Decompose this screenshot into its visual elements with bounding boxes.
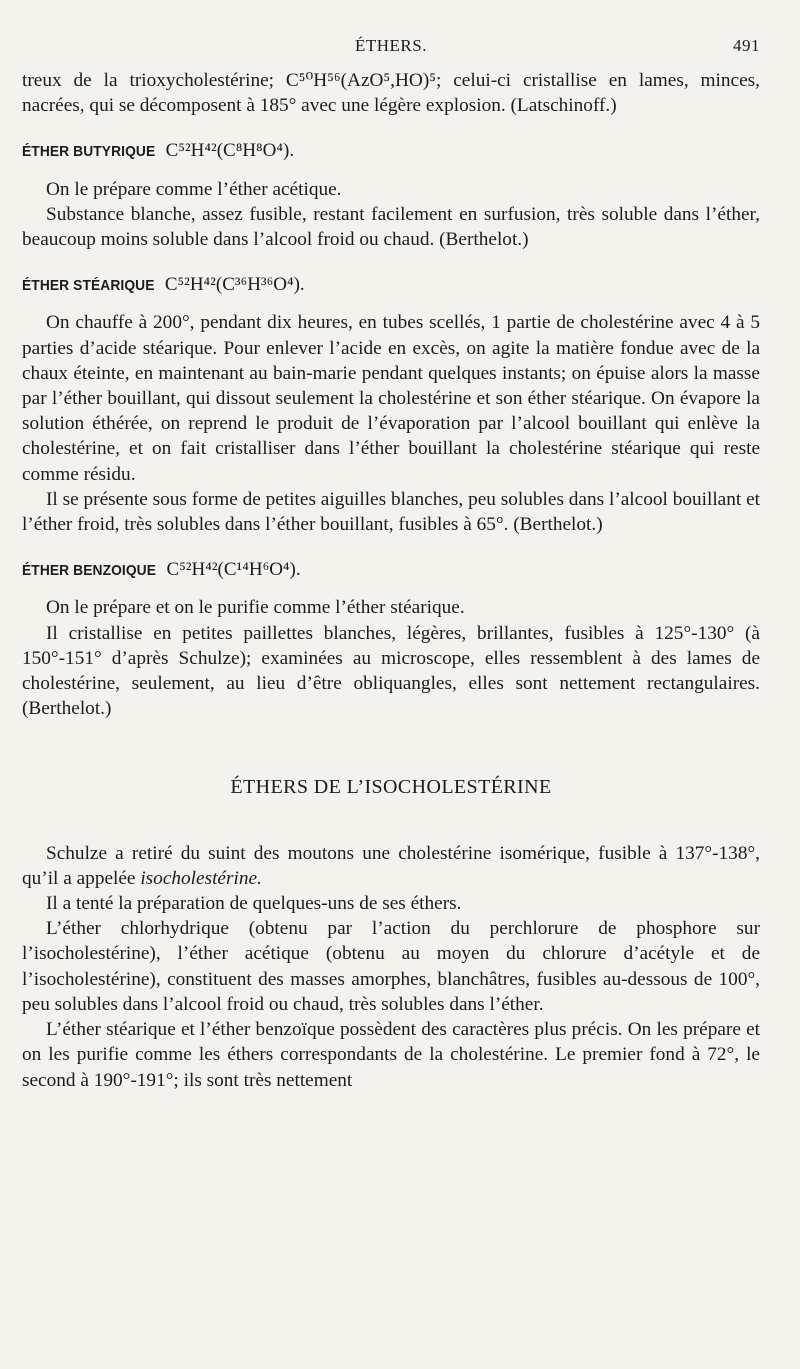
italic-term: isocholestérine. bbox=[140, 867, 262, 889]
chemical-formula: C⁵²H⁴²(C⁸H⁸O⁴). bbox=[165, 140, 295, 162]
paragraph-benzoique-description: Il cristallise en petites paillettes blanches, légères, brillantes, fusibles à 125°-130° (à 150°-151° d’après Schulze); examinées au microscope, elles ressemblent à des lames de cholestérine, seulement, au lieu d’être obliquangles, elles sont nettement rectangulaires. (Berthelot.) bbox=[22, 622, 760, 720]
paragraph-butyrique-description: Substance blanche, assez fusible, restant facilement en surfusion, très soluble dans l’éther, beaucoup moins soluble dans l’alcool froid ou chaud. (Berthelot.) bbox=[22, 203, 760, 251]
paragraph-intro: treux de la trioxycholestérine; C⁵⁰H⁵⁶(AzO⁵,HO)⁵; celui-ci cristallise en lames, minces, nacrées, qui se décomposent à 185° avec une légère explosion. (Latschinoff.) bbox=[22, 70, 760, 117]
chemical-formula: C⁵²H⁴²(C³⁶H³⁶O⁴). bbox=[164, 274, 305, 296]
page-body bbox=[22, 68, 760, 1093]
heading-label: ÉTHER BUTYRIQUE bbox=[22, 143, 156, 161]
paragraph-stearique-preparation: On chauffe à 200°, pendant dix heures, en tubes scellés, 1 partie de cholestérine avec 4 à 5 parties d’acide stéarique. Pour enlever l’acide en excès, on agite la matière fondue avec de la chaux éteinte, en maintenant au bain-marie pendant quelques instants; on épuise alors la masse par l’éther bouillant, qui dissout seulement la cholestérine et son éther stéarique. On évapore la solution éthérée, on reprend le produit de l’évaporation par l’alcool bouillant qui enlève la cholestérine, et on fait cristalliser dans l’éther bouillant la cholestérine stéarique qui reste comme résidu. bbox=[22, 312, 760, 485]
section-title: ÉTHERS DE L’ISOCHOLESTÉRINE bbox=[230, 776, 552, 799]
paragraph-isocholesterine-chlorhydrique: L’éther chlorhydrique (obtenu par l’action du perchlorure de phosphore sur l’isocholestérine), l’éther acétique (obtenu au moyen du chlorure d’acétyle et de l’isocholestérine), constituent des masses amorphes, blanchâtres, fusibles au-dessous de 100°, peu solubles dans l’alcool froid ou chaud, très solubles dans l’éther. bbox=[22, 918, 760, 1015]
paragraph-benzoique-preparation: On le prépare et on le purifie comme l’éther stéarique. bbox=[46, 597, 465, 619]
page-number: 491 bbox=[733, 36, 760, 55]
paragraph-stearique-description: Il se présente sous forme de petites aiguilles blanches, peu solubles dans l’alcool bouillant et l’éther froid, très solubles dans l’éther bouillant, fusibles à 65°. (Berthelot.) bbox=[22, 488, 760, 536]
heading-ether-butyrique bbox=[22, 138, 760, 164]
paragraph-isocholesterine-origin bbox=[22, 841, 760, 891]
heading-ether-benzoique bbox=[22, 557, 760, 583]
heading-ether-stearique bbox=[22, 272, 760, 298]
paragraph-text: Schulze a retiré du suint des moutons une cholestérine isomérique, fusible à 137°-138°, qu’il a appelée bbox=[22, 842, 760, 889]
paragraph-isocholesterine-ethers: Il a tenté la préparation de quelques-uns de ses éthers. bbox=[46, 893, 462, 915]
heading-label: ÉTHER STÉARIQUE bbox=[22, 277, 155, 295]
heading-label: ÉTHER BENZOIQUE bbox=[22, 562, 157, 580]
running-title: ÉTHERS. bbox=[355, 36, 427, 55]
paragraph-isocholesterine-stearique: L’éther stéarique et l’éther benzoïque possèdent des caractères plus précis. On les prépare et on les purifie comme les éthers correspondants de la cholestérine. Le premier fond à 72°, le second à 190°-191°; ils sont très nettement bbox=[22, 1019, 760, 1091]
chemical-formula: C⁵²H⁴²(C¹⁴H⁶O⁴). bbox=[166, 559, 301, 581]
paragraph-butyrique-preparation: On le prépare comme l’éther acétique. bbox=[46, 178, 342, 200]
running-head bbox=[22, 36, 760, 60]
